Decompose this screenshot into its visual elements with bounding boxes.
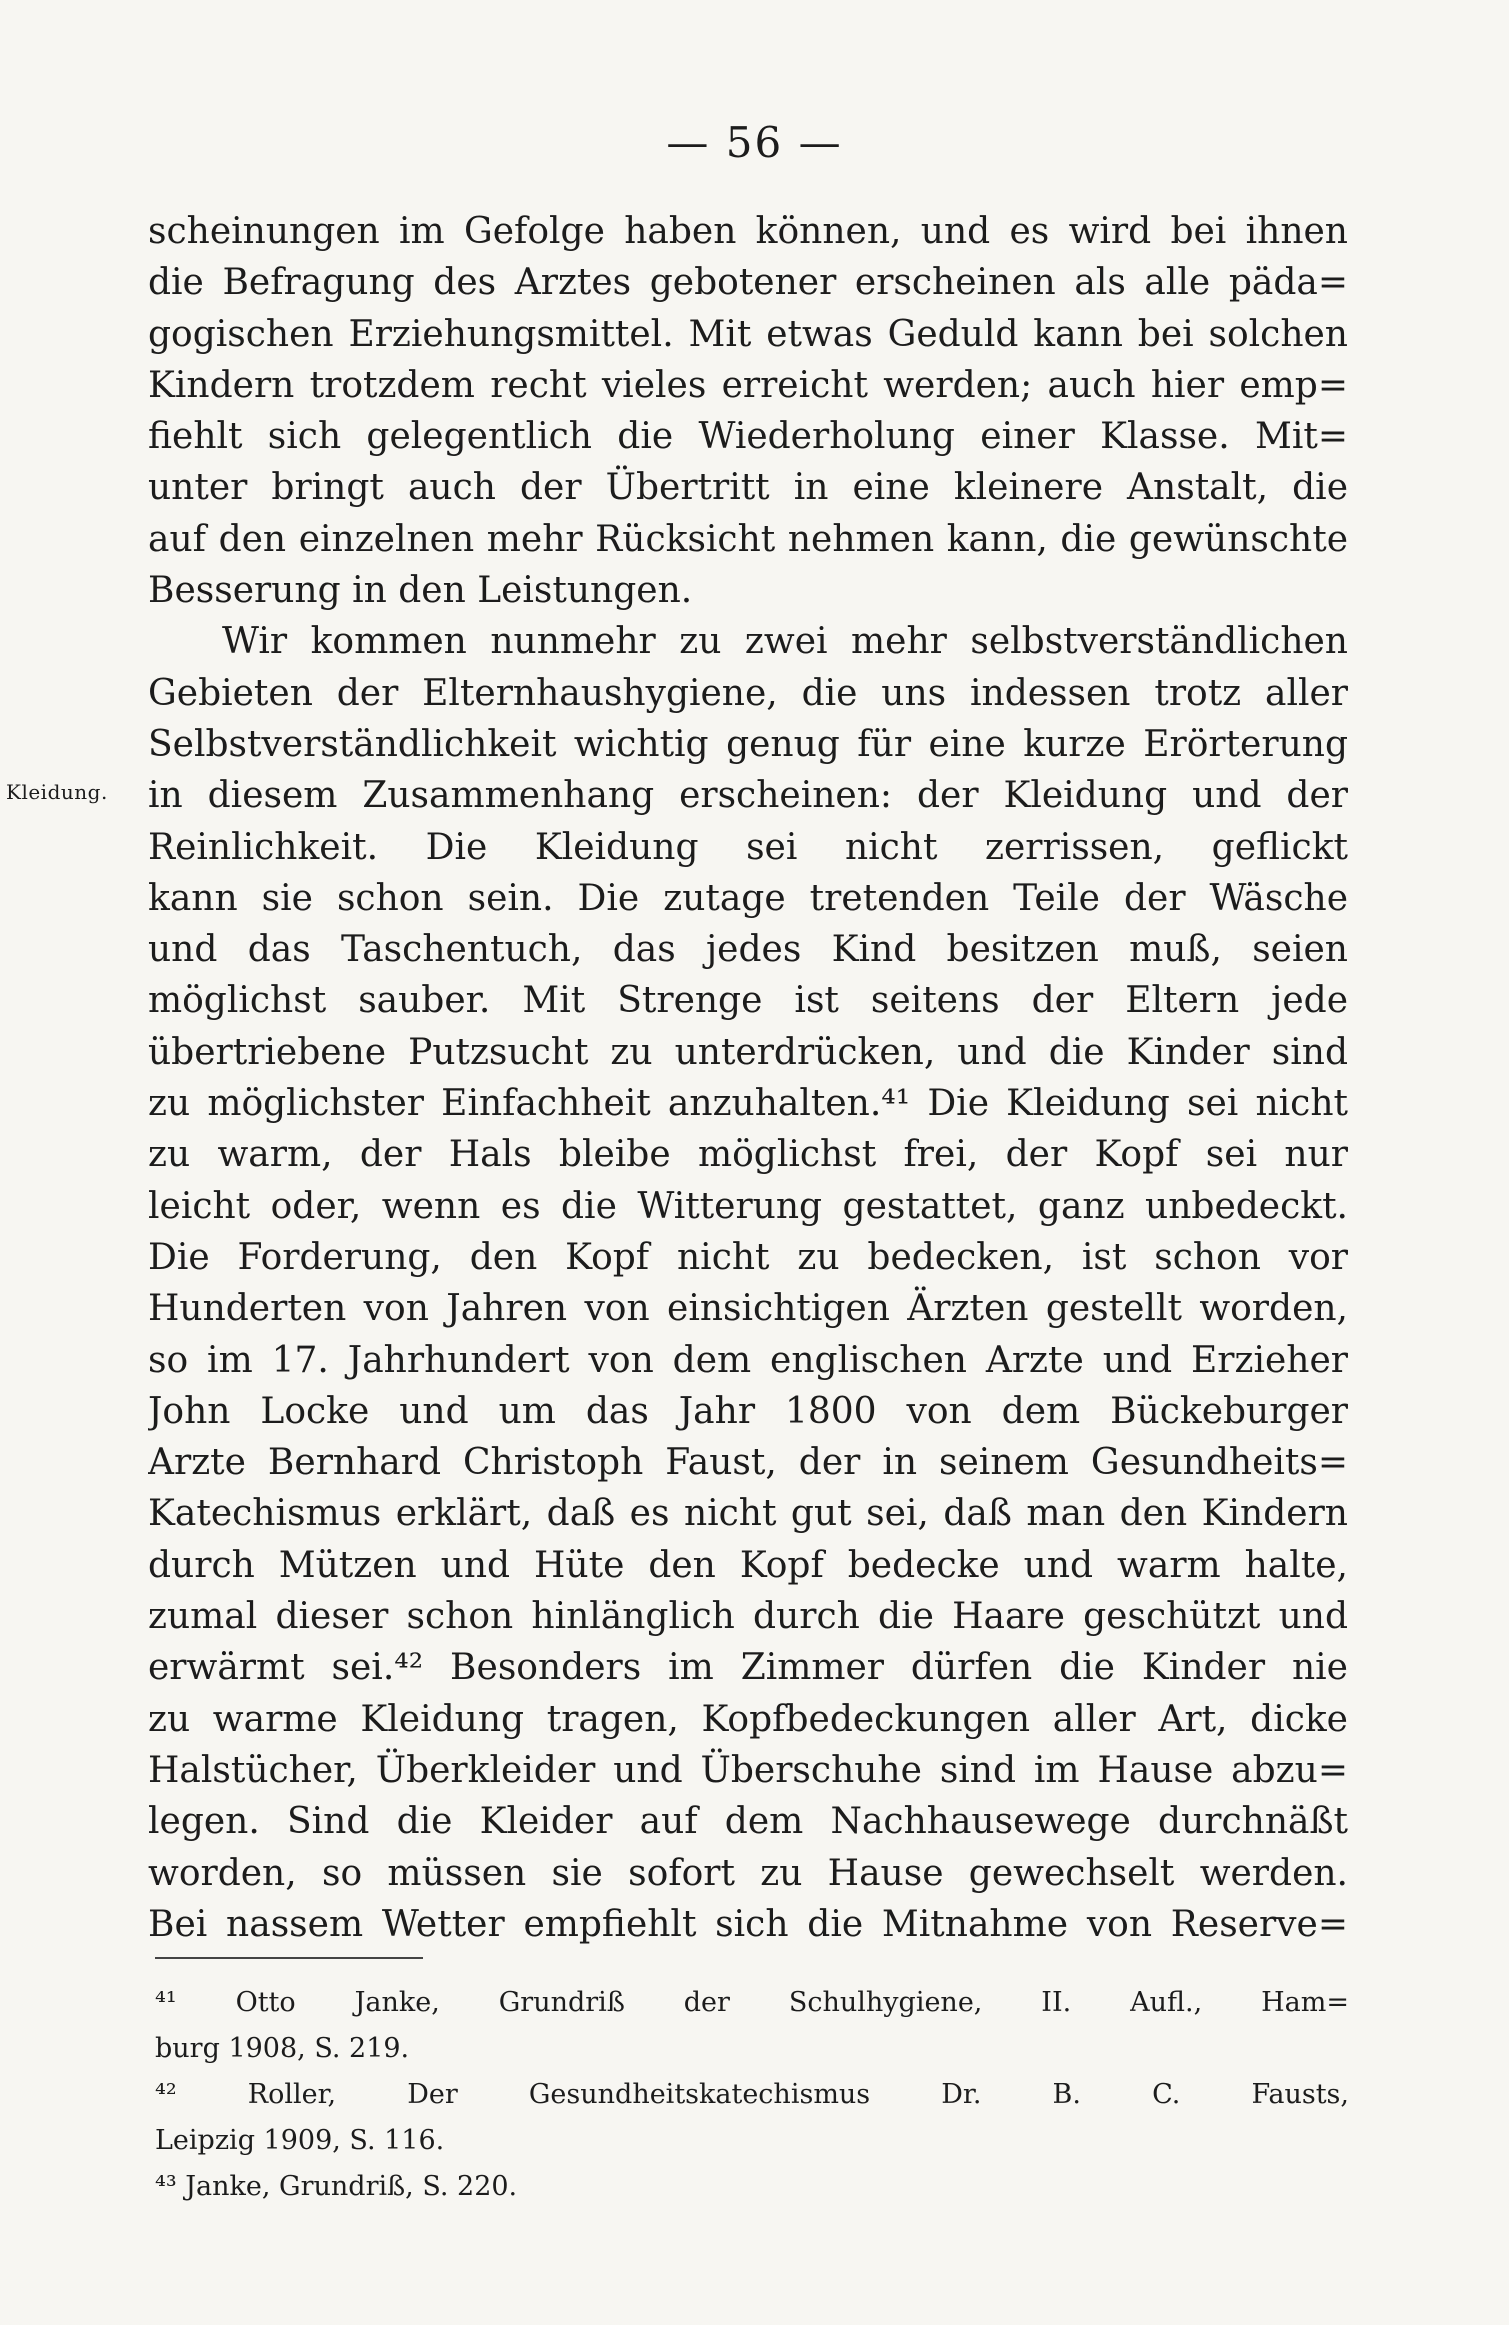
text-line: leicht oder, wenn es die Witterung gestattet, ganz unbedeckt.	[148, 1185, 1348, 1227]
footnote-line: Leipzig 1909, S. 116.	[155, 2125, 445, 2156]
text-line: worden, so müssen sie sofort zu Hause gewechselt werden.	[148, 1852, 1348, 1894]
text-line: und das Taschentuch, das jedes Kind besitzen muß, seien	[148, 929, 1348, 971]
text-line: scheinungen im Gefolge haben können, und es wird bei ihnen	[148, 211, 1348, 252]
text-line: legen. Sind die Kleider auf dem Nachhausewege durchnäßt	[148, 1801, 1348, 1843]
text-line: erwärmt sei.⁴² Besonders im Zimmer dürfen die Kinder nie	[148, 1647, 1348, 1689]
text-line: Katechismus erklärt, daß es nicht gut sei, daß man den Kindern	[148, 1493, 1348, 1535]
text-line: Hunderten von Jahren von einsichtigen Ärzten gestellt worden,	[148, 1288, 1348, 1330]
text-line: kann sie schon sein. Die zutage tretenden Teile der Wäsche	[148, 877, 1348, 919]
margin-note: Kleidung.	[6, 780, 108, 804]
footnote-line: ⁴² Roller, Der Gesundheitskatechismus Dr. B. C. Fausts,	[155, 2079, 1349, 2110]
text-line: Die Forderung, den Kopf nicht zu bedecken, ist schon vor	[148, 1236, 1348, 1278]
text-line: zu warm, der Hals bleibe möglichst frei, der Kopf sei nur	[148, 1134, 1348, 1176]
text-line: die Befragung des Arztes gebotener erscheinen als alle päda=	[148, 262, 1348, 304]
text-line: übertriebene Putzsucht zu unterdrücken, und die Kinder sind	[148, 1031, 1348, 1073]
text-line: Wir kommen nunmehr zu zwei mehr selbstverständlichen	[222, 621, 1348, 663]
footnote-divider	[155, 1957, 423, 1959]
text-line: durch Mützen und Hüte den Kopf bedecke und warm halte,	[148, 1544, 1348, 1586]
footnotes	[155, 1980, 1349, 2210]
text-line: zu warme Kleidung tragen, Kopfbedeckungen aller Art, dicke	[148, 1698, 1348, 1740]
text-line: fiehlt sich gelegentlich die Wiederholung einer Klasse. Mit=	[148, 416, 1348, 458]
text-line: Bei nassem Wetter empfiehlt sich die Mitnahme von Reserve=	[148, 1903, 1348, 1945]
text-line: Arzte Bernhard Christoph Faust, der in seinem Gesundheits=	[148, 1442, 1348, 1484]
text-line: Kindern trotzdem recht vieles erreicht werden; auch hier emp=	[148, 364, 1348, 406]
text-line: gogischen Erziehungsmittel. Mit etwas Geduld kann bei solchen	[148, 313, 1348, 355]
text-line: unter bringt auch der Übertritt in eine kleinere Anstalt, die	[148, 467, 1348, 509]
text-line: Besserung in den Leistungen.	[148, 570, 693, 612]
text-line: in diesem Zusammenhang erscheinen: der Kleidung und der	[148, 775, 1348, 817]
text-line: Reinlichkeit. Die Kleidung sei nicht zerrissen, geflickt	[148, 826, 1348, 868]
text-line: John Locke und um das Jahr 1800 von dem Bückeburger	[148, 1390, 1348, 1432]
text-line: Selbstverständlichkeit wichtig genug für eine kurze Erörterung	[148, 723, 1348, 765]
text-line: Halstücher, Überkleider und Überschuhe sind im Hause abzu=	[148, 1749, 1348, 1791]
footnote-line: burg 1908, S. 219.	[155, 2033, 410, 2064]
text-line: möglichst sauber. Mit Strenge ist seitens der Eltern jede	[148, 980, 1348, 1022]
footnote-line: ⁴³ Janke, Grundriß, S. 220.	[155, 2171, 518, 2202]
page-number: — 56 —	[666, 118, 843, 167]
text-line: so im 17. Jahrhundert von dem englischen Arzte und Erzieher	[148, 1339, 1348, 1381]
text-line: auf den einzelnen mehr Rücksicht nehmen kann, die gewünschte	[148, 518, 1348, 560]
body-text	[148, 206, 1348, 1950]
footnote-line: ⁴¹ Otto Janke, Grundriß der Schulhygiene, II. Aufl., Ham=	[155, 1987, 1349, 2018]
text-line: zumal dieser schon hinlänglich durch die Haare geschützt und	[148, 1596, 1348, 1638]
text-line: Gebieten der Elternhaushygiene, die uns indessen trotz aller	[148, 672, 1348, 714]
text-line: zu möglichster Einfachheit anzuhalten.⁴¹ Die Kleidung sei nicht	[148, 1083, 1348, 1125]
